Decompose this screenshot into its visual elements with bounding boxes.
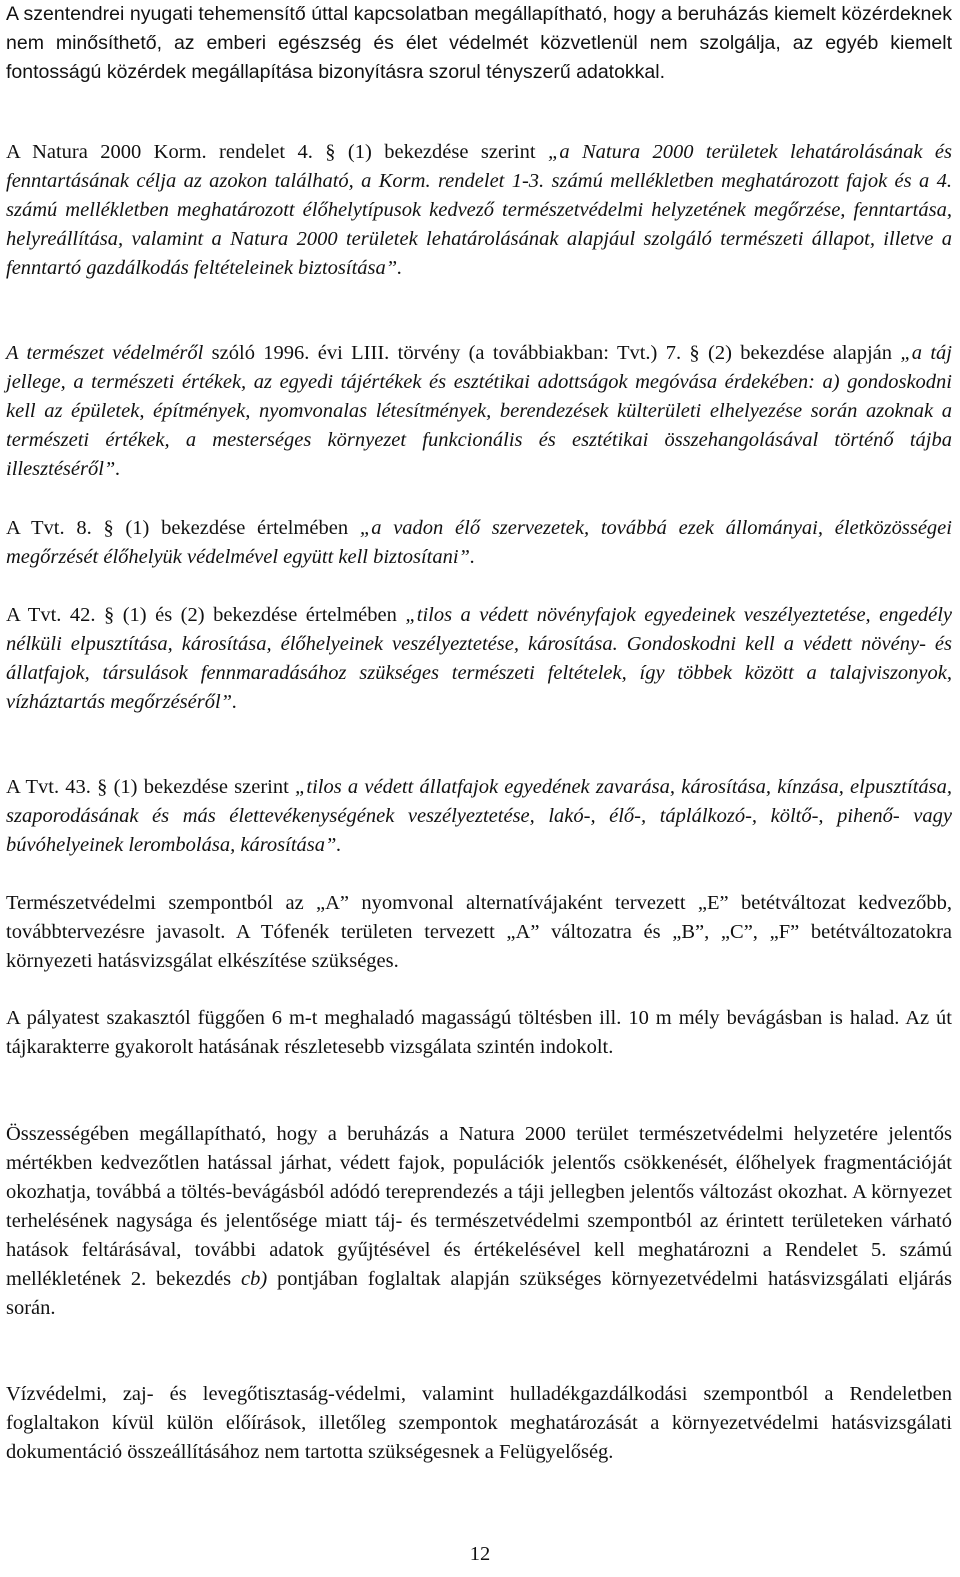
paragraph-natura-rendelet [6, 138, 952, 283]
paragraph-vizvedelmi [6, 1380, 952, 1467]
text-run: szóló 1996. évi LIII. törvény (a továbbiakban: Tvt.) 7. § (2) bekezdése alapján [203, 342, 901, 364]
paragraph-tvt-43 [6, 773, 952, 860]
paragraph-intro [6, 0, 952, 87]
page-number: 12 [469, 1543, 491, 1565]
text-run: A pályatest szakasztól függően 6 m-t meghaladó magasságú töltésben ill. 10 m mély bevágásban is halad. Az út tájkarakterre gyakorolt hatásának részletesebb vizsgálata szintén indokolt. [6, 1007, 952, 1058]
italic-run: „a vadon élő szervezetek, továbbá ezek állományai, életközösségei megőrzését élőhelyük védelmével együtt kell biztosítani”. [6, 517, 952, 568]
paragraph-osszessegeben [6, 1120, 952, 1323]
text-run: Természetvédelmi szempontból az „A” nyomvonal alternatívájaként tervezett „E” betétváltozat kedvezőbb, továbbtervezésre javasolt. A Tófenék területen tervezett „A” változatra és „B”, „C”, „F” betétváltozatokra környezeti hatásvizsgálat elkészítése szükséges. [6, 892, 952, 972]
paragraph-tvt-8 [6, 514, 952, 572]
text-run: A szentendrei nyugati tehemensítő úttal kapcsolatban megállapítható, hogy a beruházás kiemelt közérdeknek nem minősíthető, az emberi egészség és élet védelmét közvetlenül nem szolgálja, az egyéb kiemelt fontosságú közérdek megállapítása bizonyításra szorul tényszerű adatokkal. [6, 3, 952, 83]
text-run: A Tvt. 43. § (1) bekezdése szerint [6, 776, 295, 798]
text-run: A Natura 2000 Korm. rendelet 4. § (1) bekezdése szerint [6, 141, 548, 163]
italic-run: A természet védelméről [6, 342, 204, 364]
paragraph-tvt-7 [6, 339, 952, 484]
text-run: pontjában foglaltak alapján szükséges környezetvédelmi hatásvizsgálati eljárás során. [6, 1268, 952, 1319]
paragraph-betetvaltozat [6, 889, 952, 976]
text-run: Vízvédelmi, zaj- és levegőtisztaság-védelmi, valamint hulladékgazdálkodási szempontból a Rendeletben foglaltakon kívül külön előírások, illetőleg szempontok meghatározását a környezetvédelmi hatásvizsgálati dokumentáció összeállításához nem tartotta szükségesnek a Felügyelőség. [6, 1383, 952, 1463]
paragraph-palyatest [6, 1004, 952, 1062]
text-run: A Tvt. 8. § (1) bekezdése értelmében [6, 517, 360, 539]
text-run: Összességében megállapítható, hogy a beruházás a Natura 2000 terület természetvédelmi helyzetére jelentős mértékben kedvezőtlen hatással járhat, védett fajok, populációk jelentős csökkenését, élőhelyek fragmentációját okozhatja, továbbá a töltés-bevágásból adódó tereprendezés a táji jellegben jelentős változást okozhat. A környezet terhelésének nagysága és jelentősége miatt táj- és természetvédelmi szempontból az érintett területeken várható hatások feltárásával, további adatok gyűjtésével és értékelésével kell meghatározni a Rendelet 5. számú mellékletének 2. bekezdés [6, 1123, 952, 1290]
italic-run: „tilos a védett állatfajok egyedének zavarása, károsítása, kínzása, elpusztítása, szaporodásának és más élettevékenységének veszélyeztetése, lakó-, élő-, táplálkozó-, költő-, pihenő- vagy búvóhelyeinek lerombolása, károsítása”. [6, 776, 952, 856]
italic-run: cb) [241, 1268, 268, 1290]
italic-run: „a táj jellege, a természeti értékek, az egyedi tájértékek és esztétikai adottságok megóvása érdekében: a) gondoskodni kell az épületek, építmények, nyomvonalas létesítmények, berendezések külterületi elhelyezése során azoknak a természeti értékek, a mesterséges környezet funkcionális és esztétikai összehangolásával történő tájba illesztéséről”. [6, 342, 952, 480]
italic-run: „tilos a védett növényfajok egyedeinek veszélyeztetése, engedély nélküli elpusztítása, károsítása, élőhelyeinek veszélyeztetése, károsítása. Gondoskodni kell a védett növény- és állatfajok, társulások fennmaradásához szükséges természeti feltételek, így többek között a talajviszonyok, vízháztartás megőrzéséről”. [6, 604, 953, 713]
text-run: A Tvt. 42. § (1) és (2) bekezdése értelmében [6, 604, 406, 626]
italic-run: „a Natura 2000 területek lehatárolásának és fenntartásának célja az azokon található, a Korm. rendelet 1-3. számú mellékletben meghatározott fajok és a 4. számú mellékletben meghatározott élőhelytípusok kedvező természetvédelmi helyzetének megőrzése, fenntartása, helyreállítása, valamint a Natura 2000 területek lehatárolásának alapjául szolgáló természeti állapot, illetve a fenntartó gazdálkodás feltételeinek biztosítása”. [6, 141, 953, 279]
paragraph-tvt-42 [6, 601, 952, 717]
